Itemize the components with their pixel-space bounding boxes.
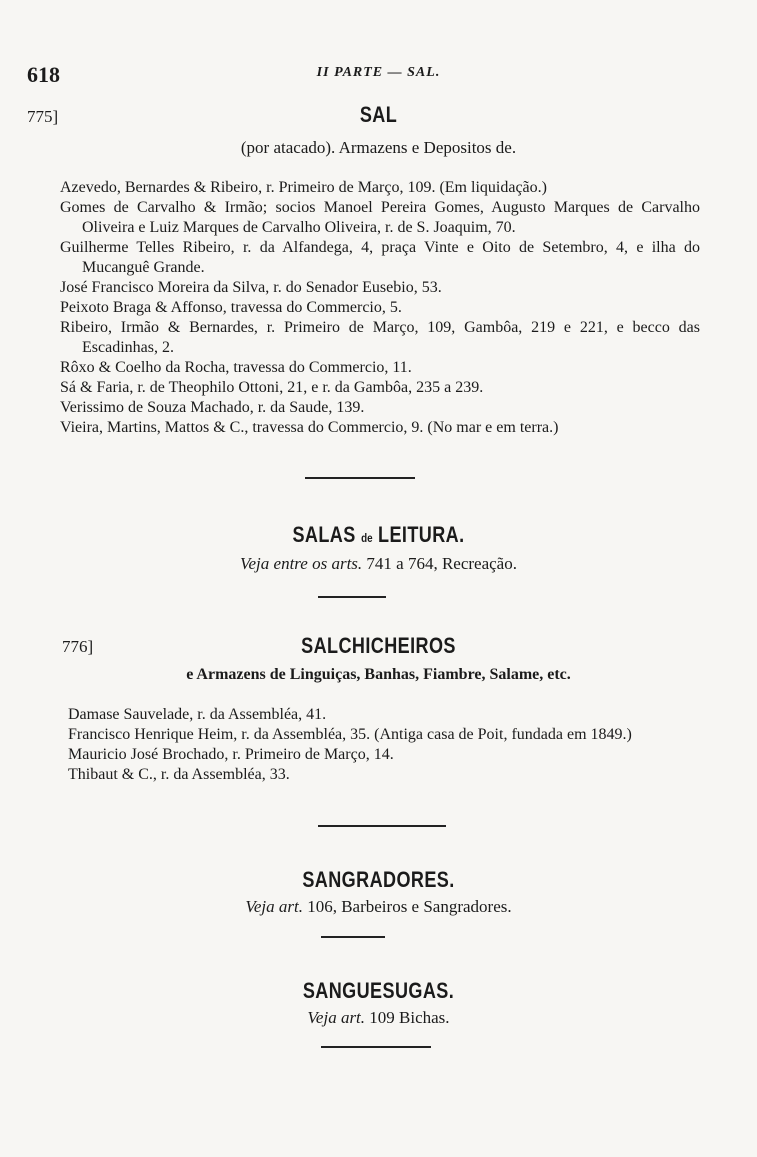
section-subtitle-salchicheiros: e Armazens de Linguiças, Banhas, Fiambre, Salame, etc. (186, 666, 571, 683)
article-number-776: 776] (62, 637, 94, 656)
list-item: Azevedo, Bernardes & Ribeiro, r. Primeiro de Março, 109. (Em liquidação.) (60, 179, 547, 196)
salchicheiros-entry-list (68, 705, 698, 785)
section-divider (321, 1046, 431, 1048)
see-target: 109 Bichas. (369, 1008, 450, 1027)
list-item: Mauricio José Brochado, r. Primeiro de Março, 14. (68, 746, 394, 763)
list-item: Gomes de Carvalho & Irmão; socios Manoel Pereira Gomes, Augusto Marques de Carvalho Oliveira e Luiz Marques de Carvalho Oliveira, r. de S. Joaquim, 70. (60, 199, 700, 236)
section-divider (318, 825, 446, 827)
salas-title-part: SALAS (292, 522, 356, 547)
sanguesugas-cross-reference (0, 1008, 757, 1028)
see-target: 106, Barbeiros e Sangradores. (307, 897, 512, 916)
salas-title-part: LEITURA. (378, 522, 465, 547)
list-item: José Francisco Moreira da Silva, r. do Senador Eusebio, 53. (60, 279, 442, 296)
section-divider (305, 477, 415, 479)
list-item: Rôxo & Coelho da Rocha, travessa do Commercio, 11. (60, 359, 412, 376)
salas-title-de: de (361, 531, 373, 545)
sal-entry-list (60, 178, 700, 438)
list-item: Damase Sauvelade, r. da Assembléa, 41. (68, 706, 327, 723)
section-title-salchicheiros: SALCHICHEIROS (301, 633, 456, 658)
article-number-775: 775] (27, 107, 59, 126)
list-item: Sá & Faria, r. de Theophilo Ottoni, 21, e r. da Gambôa, 235 a 239. (60, 379, 484, 396)
see-prefix: Veja art. (245, 897, 303, 916)
section-title-salas (68, 522, 689, 548)
section-title-sangradores: SANGRADORES. (302, 867, 455, 892)
list-item: Verissimo de Souza Machado, r. da Saude, 139. (60, 399, 365, 416)
see-prefix: Veja entre os arts. (240, 554, 363, 573)
list-item: Ribeiro, Irmão & Bernardes, r. Primeiro de Março, 109, Gambôa, 219 e 221, e becco das Escadinhas, 2. (60, 319, 700, 356)
list-item: Thibaut & C., r. da Assembléa, 33. (68, 766, 290, 783)
sangradores-cross-reference (0, 897, 757, 917)
list-item: Guilherme Telles Ribeiro, r. da Alfandega, 4, praça Vinte e Oito de Setembro, 4, e ilha do Mucanguê Grande. (60, 239, 700, 276)
see-prefix: Veja art. (307, 1008, 366, 1027)
section-title-sanguesugas: SANGUESUGAS. (302, 978, 455, 1003)
list-item: Francisco Henrique Heim, r. da Assembléa, 35. (Antiga casa de Poit, fundada em 1849.) (68, 726, 632, 743)
section-divider (321, 936, 385, 938)
see-target: 741 a 764, Recreação. (366, 554, 517, 573)
list-item: Vieira, Martins, Mattos & C., travessa do Commercio, 9. (No mar e em terra.) (60, 419, 559, 436)
running-head: II PARTE — SAL. (316, 65, 441, 80)
salas-cross-reference (0, 554, 757, 574)
section-title-sal: SAL (359, 102, 398, 127)
section-divider (318, 596, 386, 598)
page-number: 618 (27, 62, 60, 87)
list-item: Peixoto Braga & Affonso, travessa do Commercio, 5. (60, 299, 402, 316)
section-subtitle-sal: (por atacado). Armazens e Depositos de. (240, 138, 517, 157)
